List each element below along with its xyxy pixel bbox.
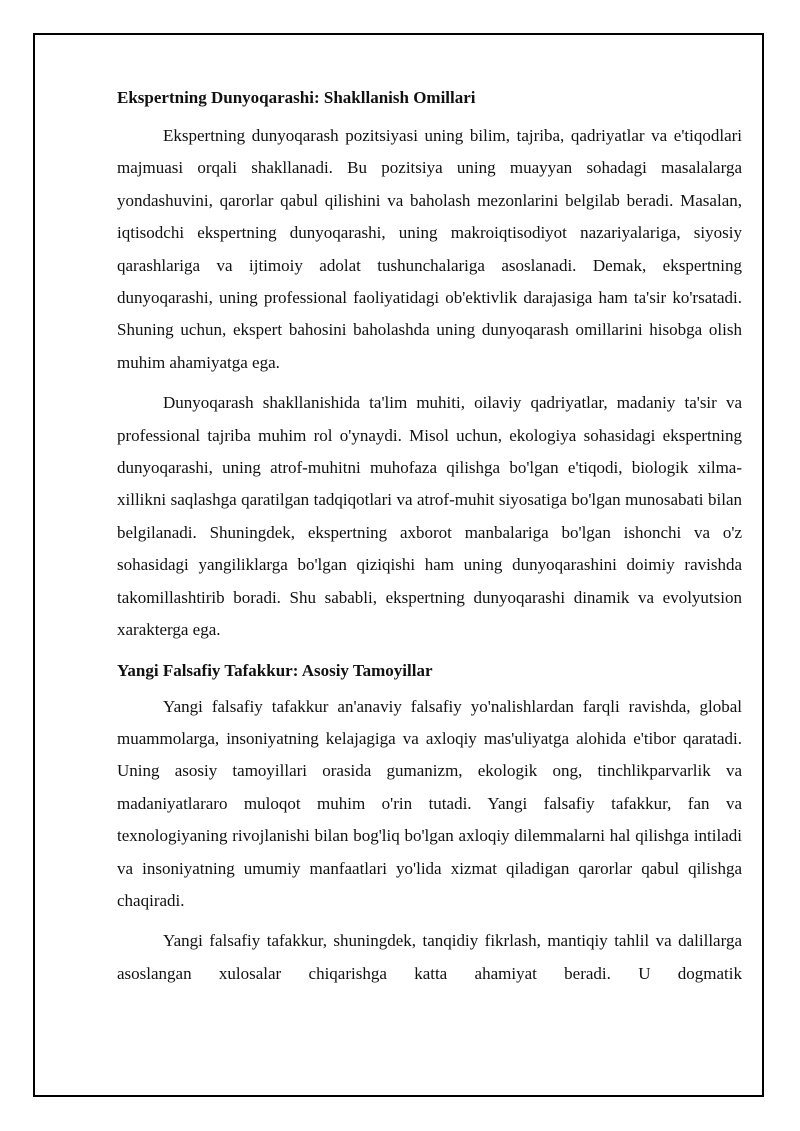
document-body <box>117 84 742 998</box>
body-paragraph: Dunyoqarash shakllanishida ta'lim muhiti, oilaviy qadriyatlar, madaniy ta'sir va professional tajriba muhim rol o'ynaydi. Misol uchun, ekologiya sohasidagi ekspertning dunyoqarashi, uning atrof-muhitni muhofaza qilishga bo'lgan e'tiqodi, biologik xilma-xillikni saqlashga qaratilgan tadqiqotlari va atrof-muhit siyosatiga bo'lgan munosabati bilan belgilanadi. Shuningdek, ekspertning axborot manbalariga bo'lgan ishonchi va o'z sohasidagi yangiliklarga bo'lgan qiziqishi ham uning dunyoqarashini doimiy ravishda takomillashtirib boradi. Shu sababli, ekspertning dunyoqarashi dinamik va evolyutsion xarakterga ega. <box>117 393 742 640</box>
body-paragraph: Yangi falsafiy tafakkur, shuningdek, tanqidiy fikrlash, mantiqiy tahlil va dalillarga asoslangan xulosalar chiqarishga katta ahamiyat beradi. U dogmatik <box>117 931 742 983</box>
body-paragraph: Yangi falsafiy tafakkur an'anaviy falsafiy yo'nalishlardan farqli ravishda, global muammolarga, insoniyatning kelajagiga va axloqiy mas'uliyatga alohida e'tibor qaratadi. Uning asosiy tamoyillari orasida gumanizm, ekologik ong, tinchlikparvarlik va madaniyatlararo muloqot muhim o'rin tutadi. Yangi falsafiy tafakkur, fan va texnologiyaning rivojlanishi bilan bog'liq bo'lgan axloqiy dilemmalarni hal qilishga intiladi va insoniyatning umumiy manfaatlari yo'lida xizmat qiladigan qarorlar qabul qilishga chaqiradi. <box>117 696 742 910</box>
section-heading: Ekspertning Dunyoqarashi: Shakllanish Omillari <box>117 88 476 107</box>
section-heading: Yangi Falsafiy Tafakkur: Asosiy Tamoyillar <box>117 660 433 680</box>
body-paragraph: Ekspertning dunyoqarash pozitsiyasi uning bilim, tajriba, qadriyatlar va e'tiqodlari majmuasi orqali shakllanadi. Bu pozitsiya uning muayyan sohadagi masalalarga yondashuvini, qarorlar qabul qilishini va baholash mezonlarini belgilab beradi. Masalan, iqtisodchi ekspertning dunyoqarashi, uning makroiqtisodiyot nazariyalariga, siyosiy qarashlariga va ijtimoiy adolat tushunchalariga asoslanadi. Demak, ekspertning dunyoqarashi, uning professional faoliyatidagi ob'ektivlik darajasiga ham ta'sir ko'rsatadi. Shuning uchun, ekspert bahosini baholashda uning dunyoqarash omillarini hisobga olish muhim ahamiyatga ega. <box>117 126 742 372</box>
